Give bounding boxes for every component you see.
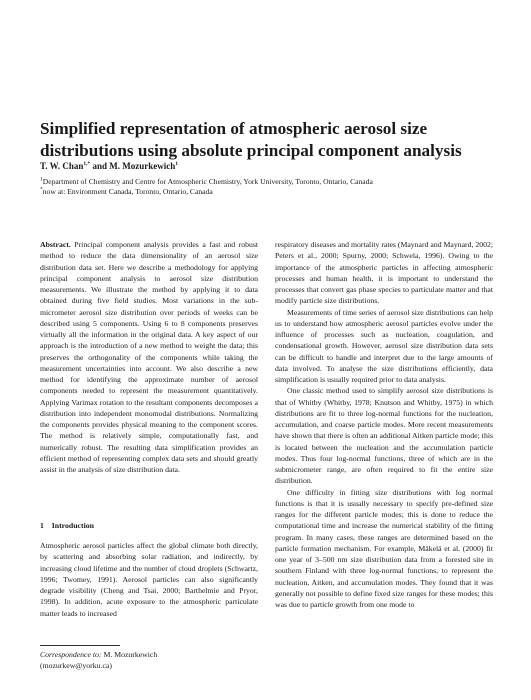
affiliation-2 [40,187,510,197]
abstract [40,239,258,475]
author-line [40,161,178,171]
author-marks: 1,* [83,161,91,167]
affiliation-text: Department of Chemistry and Centre for Atmospheric Chemistry, York University, Toronto, Ontario, Canada [42,177,373,186]
section-heading [40,521,94,530]
right-column [275,239,493,610]
abstract-text: Principal component analysis provides a fast and robust method to reduce the data dimensionality of an aerosol size distribution data set. Here we describe a methodology for applying principal component analysis to aerosol size distribution measurements. We illustrate the method by applying it to data obtained during five field studies. Most variations in the sub-micrometer aerosol size distribution over periods of weeks can be described using 5 components. Using 6 to 8 components preserves virtually all the information in the original data. A key aspect of our approach is the introduction of a new method to weight the data; this preserves the orthogonality of the components while taking the measurement uncertainties into account. We also describe a new method for identifying the approximate number of aerosol components needed to represent the measurement quantitatively. Applying Varimax rotation to the resultant components decomposes a distribution into independent monomodal distributions. Normalizing the components provides physical meaning to the component scores. The method is relatively simple, computationally fast, and numerically robust. The resulting data simplification provides an efficient method of representing complex data sets and should greatly assist in the analysis of size distribution data. [40,240,258,474]
correspondence-email: (mozurkew@yorku.ca) [40,661,112,670]
abstract-label: Abstract. [40,240,71,249]
affiliation-mark: * [40,186,43,193]
correspondence [40,649,157,671]
section-title: Introduction [51,521,95,530]
paper-title: Simplified representation of atmospheric aerosol size distributions using absolute principal component analysis [40,119,462,160]
paragraph: respiratory diseases and mortality rates (Maynard and Maynard, 2002; Peters et al., 2000; Spurny, 2000; Schwela, 1996). Owing to the importance of the atmospheric particles in affecting atmospheric processes and human health, it is important to understand the processes that convert gas phase species to particulate matter and that modify particle size distributions. [275,240,494,306]
introduction-left [40,540,258,619]
affiliation-text: now at: Environment Canada, Toronto, Ontario, Canada [42,187,213,196]
paragraph: One classic method used to simplify aerosol size distributions is that of Whitby (Whitby, 1978; Knutson and Whitby, 1975) in which distributions are fit to three log-normal functions for the nucleation, accumulation, and coarse particle modes. More recent measurements have shown that there is often an additional Aitken particle mode; this is located between the nucleation and the accumulation particle modes. Thus four log-normal functions, three of which are in the submicrometer range, are often required to fit the entire size distribution. [275,386,493,486]
correspondence-label: Correspondence to: [40,650,102,659]
affiliation-mark: 1 [40,176,43,183]
paragraph: One difficulty in fitting size distributions with log normal functions is that it is usually necessary to specify pre-defined size ranges for the different particle modes; this is done to reduce the computational time and increase the numerical stability of the fitting program. In many cases, these ranges are determined based on the particle formation mechanism. For example, Mäkelä et al. (2000) fit one year of 3–500 nm size distribution data from a forested site in southern Finland with three log-normal functions, to represent the nucleation, Aitken, and accumulation modes. They found that it was generally not possible to define fixed size ranges for these modes; this was due to particle growth from one mode to [275,487,493,609]
author-marks: 1 [175,161,178,167]
correspondence-name: M. Mozurkewich [101,650,158,659]
section-number: 1 [40,521,44,530]
author-conjunction: and [90,161,110,171]
footnote-rule [40,645,120,646]
paragraph: Measurements of time series of aerosol size distributions can help us to understand how atmospheric aerosol particles evolve under the influence of processes such as nucleation, coagulation, and condensational growth. However, aerosol size distribution data sets can be difficult to handle and interpret due to the large amounts of data involved. To analyse the size distributions efficiently, data simplification is usually required prior to data analysis. [275,307,493,384]
author-name: M. Mozurkewich [109,161,176,171]
affiliation-1 [40,177,510,187]
author-name: T. W. Chan [40,161,84,171]
paragraph: Atmospheric aerosol particles affect the global climate both directly, by scattering and absorbing solar radiation, and indirectly, by increasing cloud lifetime and the number of cloud droplets (Schwartz, 1996; Twomey, 1991). Aerosol particles can also significantly degrade visibility (Cheng and Tsai, 2000; Barthelmie and Pryor, 1998). In addition, acute exposure to the atmospheric particulate matter leads to increased [40,541,258,618]
